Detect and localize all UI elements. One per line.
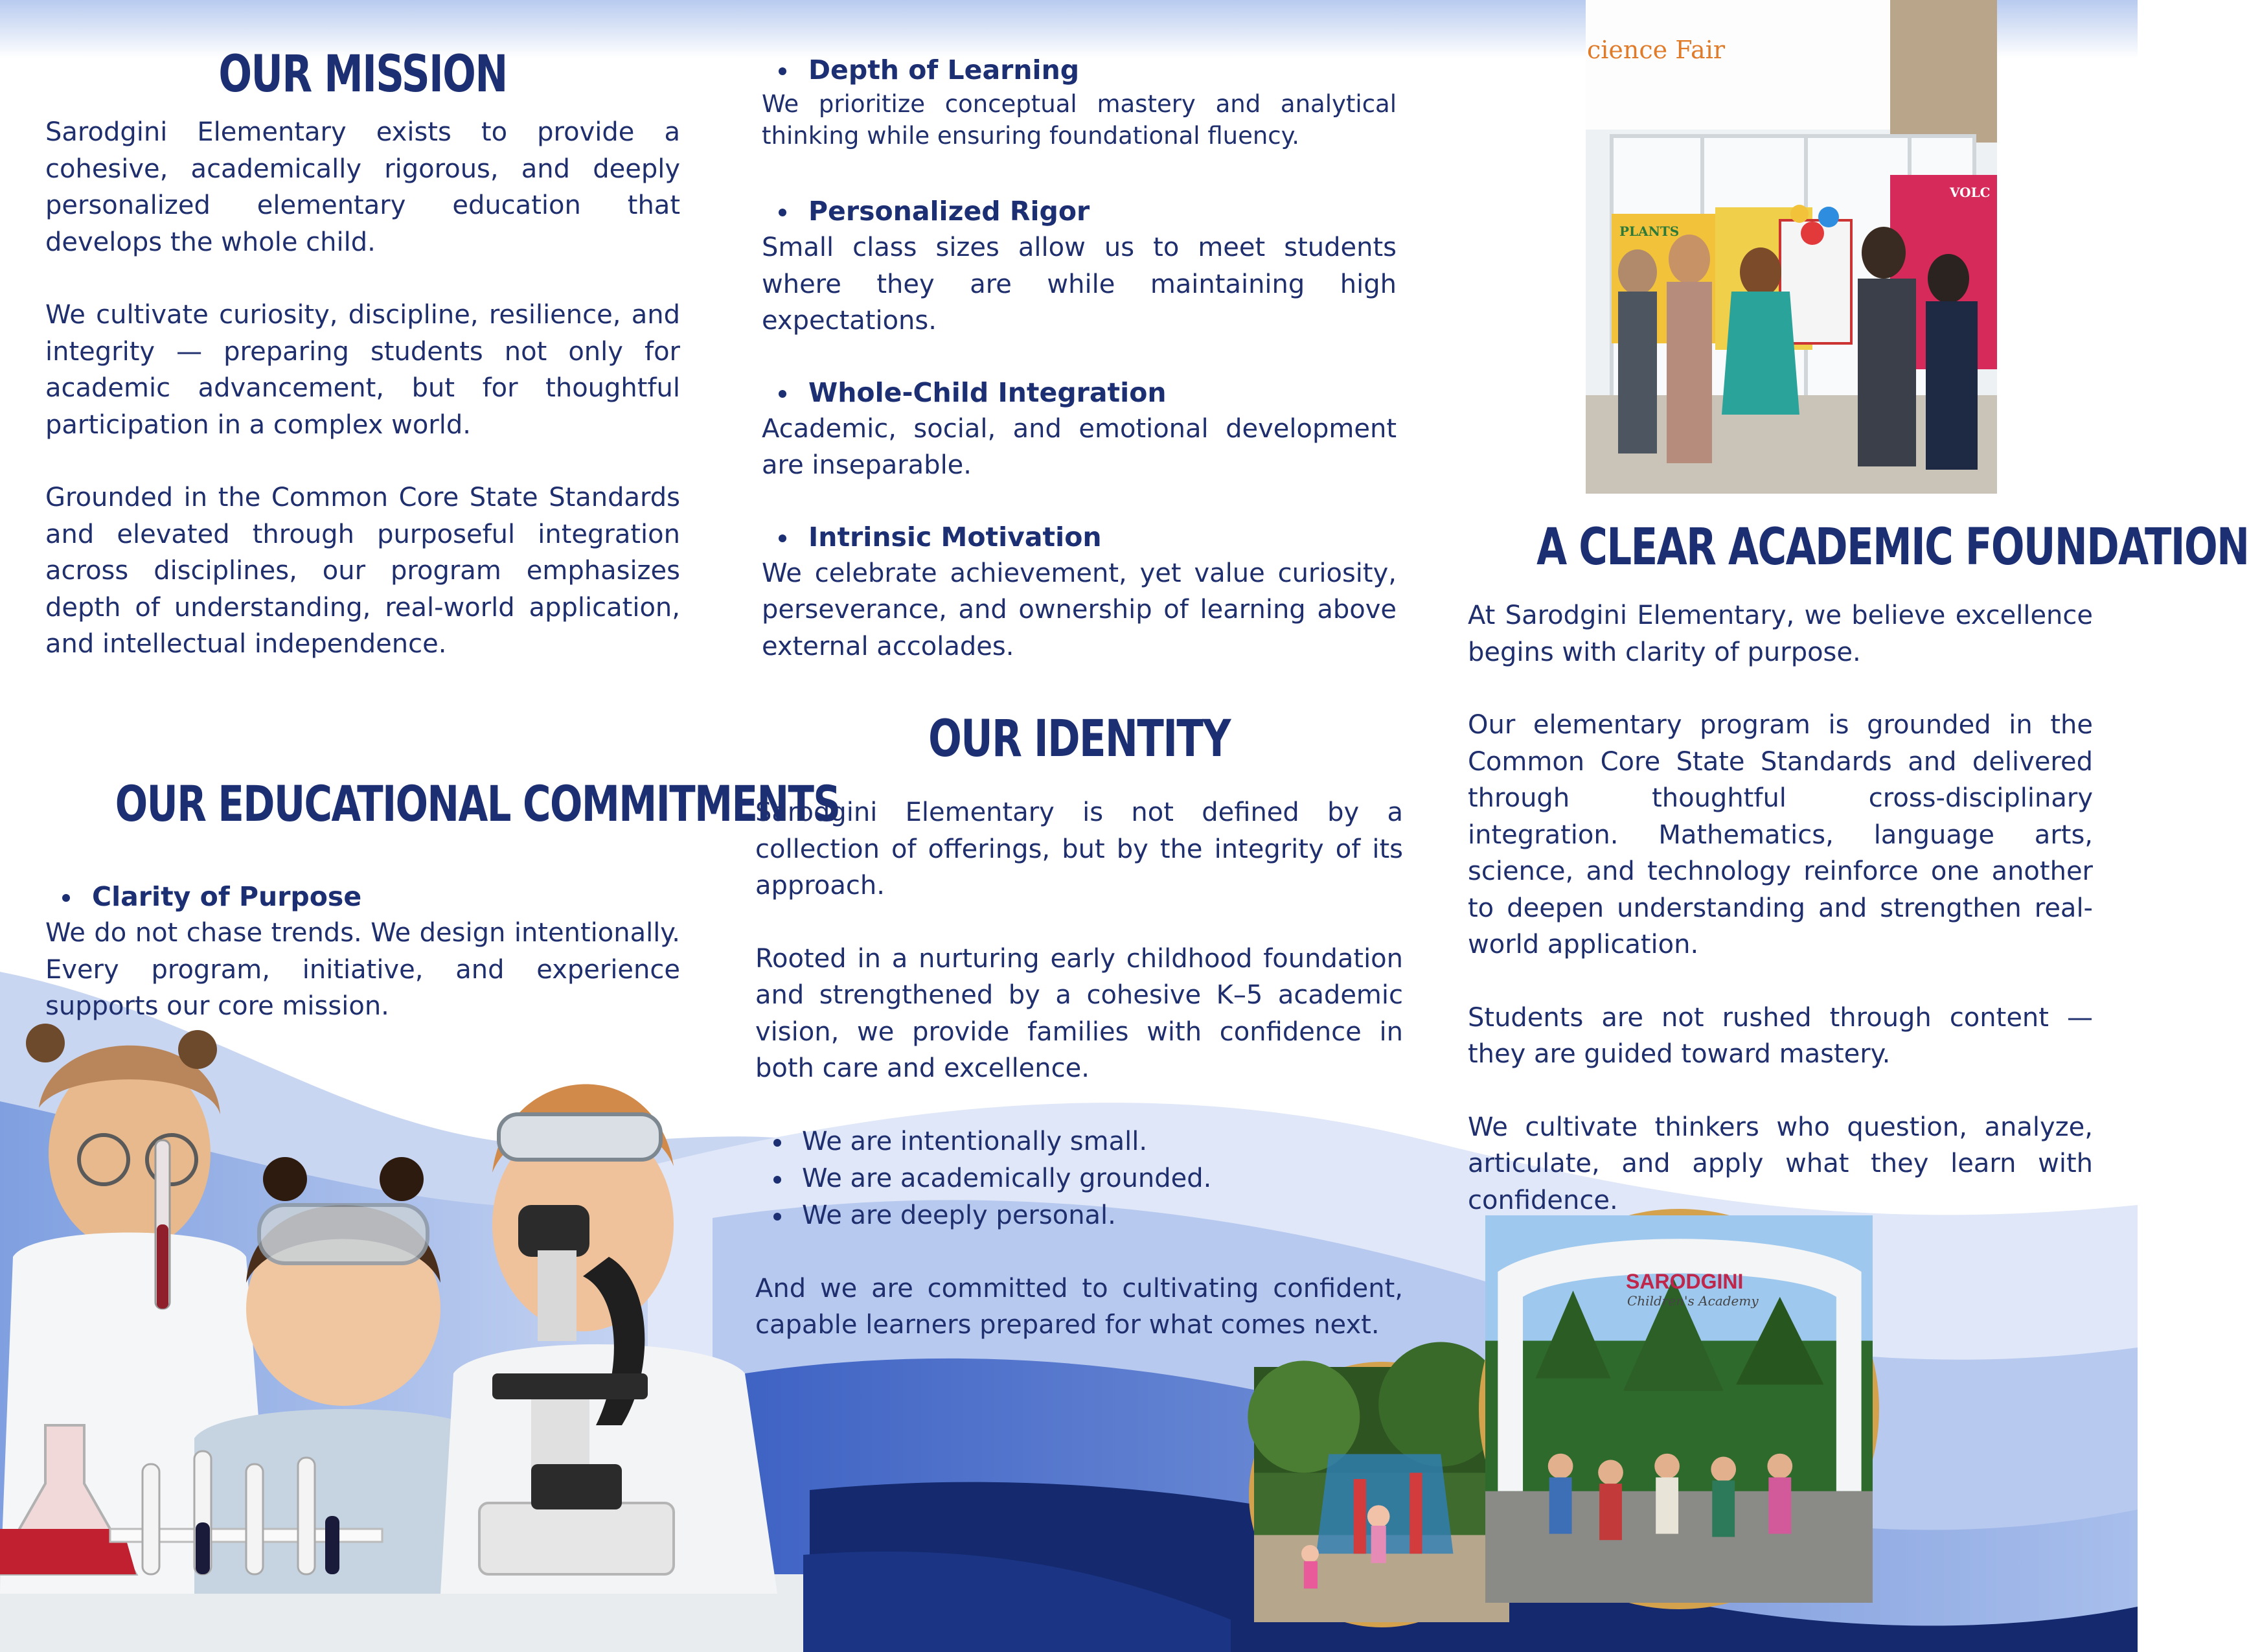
science-fair-banner-text: cience Fair [1587, 36, 1726, 64]
mission-paragraph-2: We cultivate curiosity, discipline, resilience, and integrity — preparing students not only for academic advancement, but for thoughtful participation in a complex world. [45, 300, 680, 440]
commitments-continued [762, 52, 1397, 665]
commitment-text-motivation: We celebrate achievement, yet value curiosity, perseverance, and ownership of learning above external accolades. [762, 558, 1397, 661]
mission-heading: OUR MISSION [218, 45, 507, 104]
commitment-text-rigor: Small class sizes allow us to meet students where they are while maintaining high expectations. [762, 233, 1397, 336]
foundation-heading: A CLEAR ACADEMIC FOUNDATION [1536, 518, 2249, 577]
commitment-title-depth: Depth of Learning [762, 52, 1397, 88]
foundation-paragraph-3: Students are not rushed through content — they are guided toward mastery. [1468, 1002, 2093, 1069]
foundation-paragraph-1: At Sarodgini Elementary, we believe excellence begins with clarity of purpose. [1468, 601, 2093, 667]
identity-section [755, 710, 1403, 1344]
identity-bullet: We are academically grounded. [755, 1160, 1403, 1197]
students-science-photo [0, 1011, 803, 1652]
commitments-section [45, 775, 840, 1025]
identity-paragraph-2: Rooted in a nurturing early childhood foundation and strengthened by a cohesive K–5 academic vision, we provide families with confidence in both care and excellence. [755, 943, 1403, 1083]
commitment-title-clarity: Clarity of Purpose [45, 878, 680, 915]
commitments-heading: OUR EDUCATIONAL COMMITMENTS [115, 775, 840, 832]
foundation-section [1468, 518, 2249, 1219]
identity-heading: OUR IDENTITY [928, 710, 1230, 768]
commitment-text-whole-child: Academic, social, and emotional development are inseparable. [762, 413, 1397, 480]
identity-paragraph-3: And we are committed to cultivating confident, capable learners prepared for what comes next. [755, 1273, 1403, 1340]
playground-photo [1249, 1362, 1514, 1627]
arch-sign-subtitle: Children's Academy [1627, 1293, 1759, 1309]
mission-section [45, 45, 680, 663]
commitment-text-depth: We prioritize conceptual mastery and analytical thinking while ensuring foundational fluency. [762, 90, 1397, 150]
foundation-paragraph-4: We cultivate thinkers who question, analyze, articulate, and apply what they learn with confidence. [1468, 1112, 2093, 1215]
science-fair-photo [1586, 0, 1997, 494]
academy-event-photo [1479, 1209, 1879, 1609]
commitment-text-clarity: We do not chase trends. We design intentionally. Every program, initiative, and experience supports our core mission. [45, 918, 680, 1021]
identity-paragraph-1: Sarodgini Elementary is not defined by a collection of offerings, but by the integrity of its approach. [755, 797, 1403, 901]
mission-paragraph-3: Grounded in the Common Core State Standards and elevated through purposeful integration across disciplines, our program emphasizes depth of understanding, real-world application, and intellectual independence. [45, 483, 680, 659]
identity-bullet: We are intentionally small. [755, 1123, 1403, 1160]
arch-sign-title: SARODGINI [1626, 1270, 1744, 1293]
identity-bullet: We are deeply personal. [755, 1197, 1403, 1234]
mission-paragraph-1: Sarodgini Elementary exists to provide a cohesive, academically rigorous, and deeply personalized elementary education that develops the whole child. [45, 117, 680, 257]
commitment-title-whole-child: Whole-Child Integration [762, 374, 1397, 411]
science-board-left-label: PLANTS [1619, 224, 1680, 239]
commitment-title-rigor: Personalized Rigor [762, 193, 1397, 229]
science-board-right-label: VOLC [1950, 185, 1991, 200]
commitment-title-motivation: Intrinsic Motivation [762, 519, 1397, 555]
identity-bullet-list [755, 1123, 1403, 1234]
foundation-paragraph-2: Our elementary program is grounded in the Common Core State Standards and delivered through thoughtful cross-disciplinary integration. Mathematics, language arts, science, and technology reinforce one another to deepen understanding and strengthen real-world application. [1468, 710, 2093, 959]
